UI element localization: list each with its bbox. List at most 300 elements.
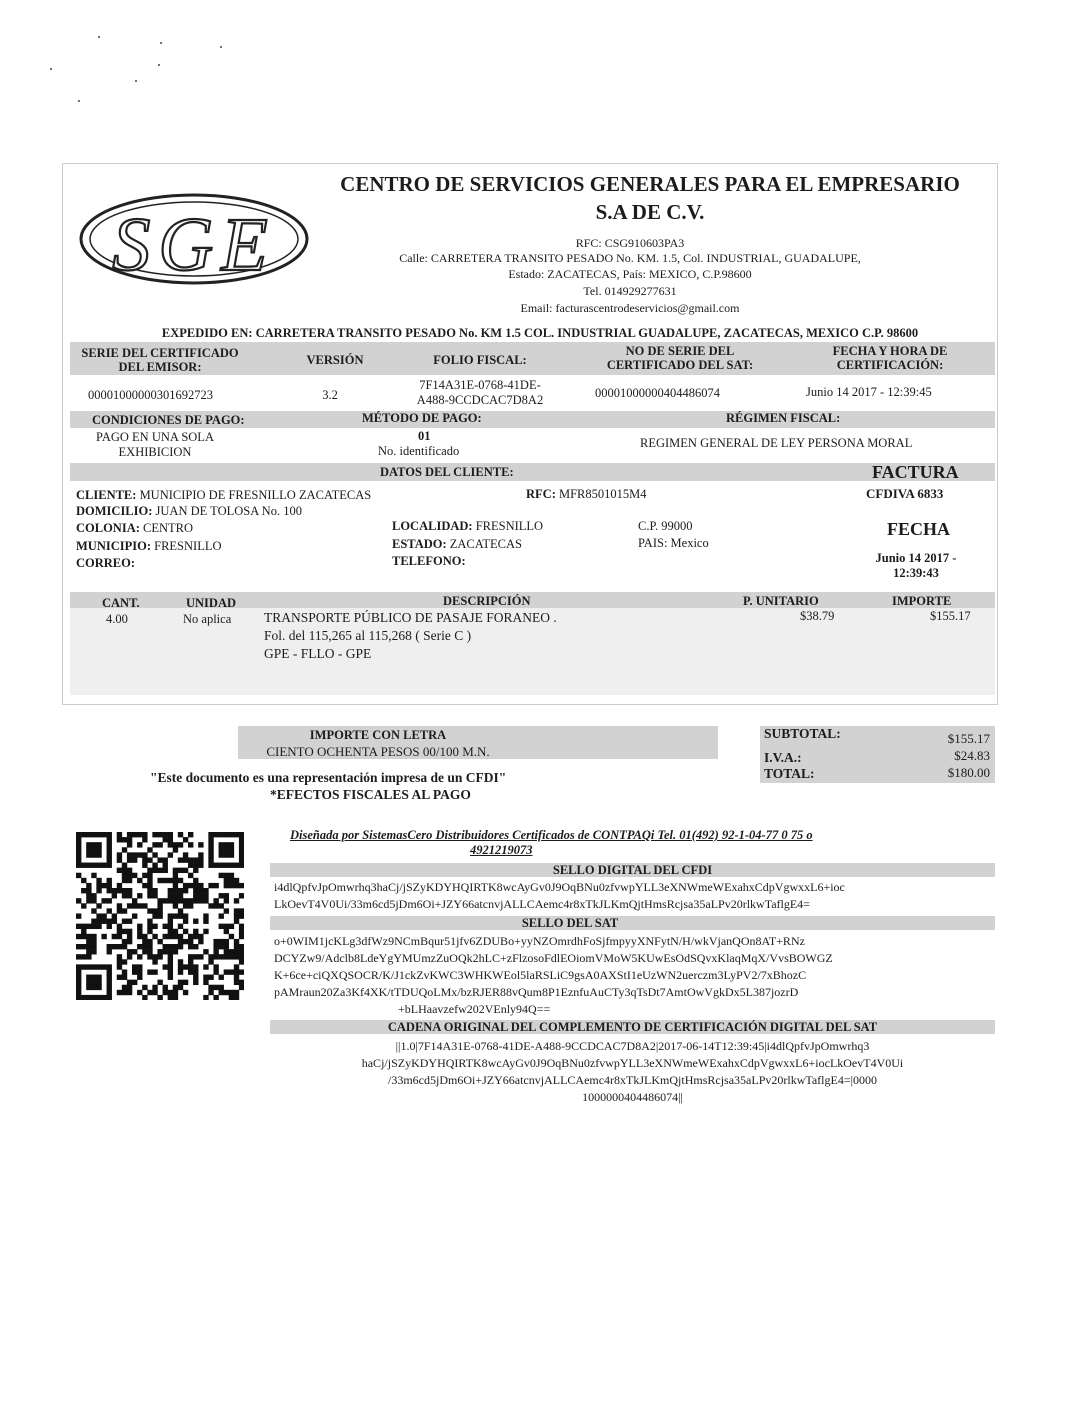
qr-module (117, 990, 122, 995)
qr-module (224, 944, 229, 949)
qr-module (147, 857, 152, 862)
qr-module (81, 878, 86, 883)
company-phone: Tel. 014929277631 (583, 284, 677, 298)
qr-module (229, 949, 234, 954)
qr-module (76, 837, 81, 842)
qr-module (168, 924, 173, 929)
qr-module (213, 954, 218, 959)
qr-module (157, 954, 162, 959)
qr-module (157, 939, 162, 944)
qr-module (178, 868, 183, 873)
qr-module (239, 944, 244, 949)
qr-module (81, 954, 86, 959)
qr-module (157, 903, 162, 908)
qr-module (198, 934, 203, 939)
qr-module (224, 898, 229, 903)
qr-module (117, 832, 122, 837)
qr-module (91, 949, 96, 954)
qr-module (76, 980, 81, 985)
qr-module (219, 903, 224, 908)
qr-module (127, 903, 132, 908)
qr-module (183, 929, 188, 934)
qr-module (157, 949, 162, 954)
qr-module (193, 969, 198, 974)
qr-module (239, 837, 244, 842)
invoice-date-label: FECHA (887, 519, 950, 539)
qr-module (81, 995, 86, 1000)
qr-module (168, 898, 173, 903)
qr-module (117, 975, 122, 980)
qr-module (86, 893, 91, 898)
cert-sat-header: NO DE SERIE DEL CERTIFICADO DEL SAT: (606, 344, 754, 372)
qr-module (127, 954, 132, 959)
qr-module (168, 949, 173, 954)
items-amount-header: IMPORTE (892, 594, 952, 608)
qr-module (173, 913, 178, 918)
amount-in-words-label: IMPORTE CON LETRA (309, 728, 447, 742)
total-value: $180.00 (947, 765, 990, 780)
qr-module (173, 990, 178, 995)
qr-module (86, 939, 91, 944)
qr-module (183, 852, 188, 857)
qr-module (107, 908, 112, 913)
qr-module (122, 908, 127, 913)
qr-module (168, 837, 173, 842)
qr-module (132, 980, 137, 985)
qr-module (76, 857, 81, 862)
qr-module (229, 934, 234, 939)
item-amount: $155.17 (930, 609, 971, 623)
qr-module (147, 944, 152, 949)
qr-module (122, 959, 127, 964)
qr-module (107, 863, 112, 868)
qr-module (157, 857, 162, 862)
qr-module (193, 893, 198, 898)
qr-module (163, 832, 168, 837)
qr-module (224, 863, 229, 868)
qr-module (107, 857, 112, 862)
qr-module (86, 985, 91, 990)
qr-module (101, 863, 106, 868)
qr-module (183, 939, 188, 944)
invoice-date: Junio 14 2017 - 12:39:43 (875, 551, 957, 580)
qr-module (147, 908, 152, 913)
qr-module (137, 944, 142, 949)
qr-module (163, 934, 168, 939)
qr-module (76, 954, 81, 959)
qr-module (142, 985, 147, 990)
item-unit-price: $38.79 (800, 609, 835, 623)
qr-module (213, 969, 218, 974)
qr-module (152, 852, 157, 857)
items-unit-price-header: P. UNITARIO (743, 594, 819, 608)
qr-module (163, 878, 168, 883)
qr-module (178, 934, 183, 939)
qr-module (101, 898, 106, 903)
scan-speck (220, 46, 222, 48)
qr-module (234, 878, 239, 883)
qr-module (208, 863, 213, 868)
qr-module (142, 903, 147, 908)
qr-module (122, 969, 127, 974)
qr-module (168, 995, 173, 1000)
qr-module (224, 873, 229, 878)
qr-module (163, 863, 168, 868)
qr-module (173, 847, 178, 852)
qr-module (86, 954, 91, 959)
cert-serie: 00001000000301692723 (88, 388, 213, 402)
client-zip: C.P. 99000 (638, 519, 693, 533)
qr-module (96, 883, 101, 888)
client-header: DATOS DEL CLIENTE: (380, 465, 514, 479)
qr-module (132, 949, 137, 954)
qr-module (142, 852, 147, 857)
qr-module (76, 964, 81, 969)
qr-module (91, 919, 96, 924)
qr-module (168, 832, 173, 837)
qr-module (127, 934, 132, 939)
qr-module (229, 878, 234, 883)
qr-module (91, 939, 96, 944)
qr-module (137, 903, 142, 908)
qr-module (107, 847, 112, 852)
qr-module (234, 832, 239, 837)
qr-module (219, 924, 224, 929)
qr-module (132, 903, 137, 908)
qr-module (239, 924, 244, 929)
qr-module (219, 863, 224, 868)
qr-module (163, 898, 168, 903)
invoice-number: CFDIVA 6833 (866, 486, 944, 501)
qr-module (163, 944, 168, 949)
qr-module (234, 908, 239, 913)
qr-module (107, 898, 112, 903)
qr-module (239, 913, 244, 918)
qr-module (96, 913, 101, 918)
qr-module (152, 888, 157, 893)
iva-label: I.V.A.: (764, 750, 802, 765)
qr-module (198, 863, 203, 868)
qr-module (142, 837, 147, 842)
qr-module (147, 868, 152, 873)
qr-module (198, 954, 203, 959)
qr-module (122, 975, 127, 980)
qr-module (234, 954, 239, 959)
qr-module (147, 919, 152, 924)
qr-module (112, 934, 117, 939)
qr-module (152, 969, 157, 974)
scan-speck (158, 64, 160, 66)
qr-module (76, 975, 81, 980)
qr-module (112, 919, 117, 924)
qr-module (117, 883, 122, 888)
qr-module (173, 868, 178, 873)
qr-module (122, 985, 127, 990)
qr-module (107, 990, 112, 995)
qr-module (122, 878, 127, 883)
qr-module (213, 863, 218, 868)
qr-module (178, 908, 183, 913)
qr-module (107, 878, 112, 883)
qr-module (101, 964, 106, 969)
qr-module (107, 832, 112, 837)
qr-module (168, 990, 173, 995)
qr-module (91, 873, 96, 878)
qr-module (122, 888, 127, 893)
qr-module (147, 939, 152, 944)
qr-module (203, 975, 208, 980)
qr-module (137, 969, 142, 974)
qr-module (152, 985, 157, 990)
client-phone-label: TELEFONO: (392, 554, 466, 568)
scan-speck (135, 80, 137, 82)
qr-module (168, 964, 173, 969)
payment-method-header: MÉTODO DE PAGO: (362, 411, 482, 425)
qr-module (152, 959, 157, 964)
qr-module (81, 903, 86, 908)
cert-fecha-header: FECHA Y HORA DE CERTIFICACIÓN: (832, 344, 948, 372)
qr-module (96, 878, 101, 883)
qr-module (239, 985, 244, 990)
qr-module (81, 929, 86, 934)
qr-module (213, 832, 218, 837)
qr-module (193, 964, 198, 969)
item-qty: 4.00 (106, 612, 128, 626)
qr-module (173, 898, 178, 903)
qr-module (117, 852, 122, 857)
qr-module (173, 929, 178, 934)
qr-module (213, 944, 218, 949)
qr-module (157, 898, 162, 903)
qr-module (127, 949, 132, 954)
qr-module (101, 995, 106, 1000)
qr-module (96, 847, 101, 852)
qr-module (188, 883, 193, 888)
qr-module (239, 929, 244, 934)
qr-module (219, 954, 224, 959)
qr-module (198, 842, 203, 847)
qr-module (122, 863, 127, 868)
qr-module (173, 883, 178, 888)
qr-module (203, 888, 208, 893)
qr-module (208, 837, 213, 842)
qr-module (107, 949, 112, 954)
qr-module (203, 913, 208, 918)
qr-module (107, 888, 112, 893)
qr-module (91, 893, 96, 898)
qr-module (91, 847, 96, 852)
qr-module (96, 919, 101, 924)
qr-module (157, 868, 162, 873)
scan-speck (50, 68, 52, 70)
qr-module (96, 903, 101, 908)
qr-module (142, 857, 147, 862)
qr-module (107, 985, 112, 990)
qr-module (178, 985, 183, 990)
fiscal-effects-note: *EFECTOS FISCALES AL PAGO (270, 787, 471, 802)
qr-module (96, 888, 101, 893)
qr-module (224, 878, 229, 883)
chain-label: CADENA ORIGINAL DEL COMPLEMENTO DE CERTIFICACIÓN DIGITAL DEL SAT (387, 1020, 878, 1034)
qr-module (86, 944, 91, 949)
qr-module (224, 842, 229, 847)
qr-module (234, 969, 239, 974)
qr-module (117, 868, 122, 873)
qr-module (101, 934, 106, 939)
qr-module (178, 893, 183, 898)
qr-module (91, 924, 96, 929)
qr-module (107, 883, 112, 888)
qr-module (132, 969, 137, 974)
qr-module (229, 842, 234, 847)
qr-module (76, 898, 81, 903)
qr-module (142, 863, 147, 868)
qr-module (208, 985, 213, 990)
qr-module (173, 893, 178, 898)
qr-module (173, 985, 178, 990)
qr-module (188, 863, 193, 868)
qr-module (91, 964, 96, 969)
iva-value: $24.83 (954, 748, 990, 763)
cfdi-seal-label: SELLO DIGITAL DEL CFDI (552, 863, 713, 877)
qr-module (239, 893, 244, 898)
qr-module (137, 924, 142, 929)
qr-module (86, 964, 91, 969)
client-rfc-row: RFC: MFR8501015M4 (526, 487, 647, 501)
qr-module (229, 954, 234, 959)
qr-module (224, 893, 229, 898)
qr-module (76, 852, 81, 857)
qr-module (137, 975, 142, 980)
qr-module (229, 924, 234, 929)
payment-conditions: PAGO EN UNA SOLA EXHIBICION (96, 430, 214, 459)
qr-module (183, 868, 188, 873)
qr-module (142, 934, 147, 939)
qr-module (91, 863, 96, 868)
qr-module (142, 949, 147, 954)
client-municipio-row: MUNICIPIO: FRESNILLO (76, 539, 222, 553)
qr-module (224, 924, 229, 929)
qr-module (152, 868, 157, 873)
qr-module (188, 903, 193, 908)
qr-module (208, 832, 213, 837)
qr-module (76, 934, 81, 939)
qr-module (229, 863, 234, 868)
scan-speck (160, 42, 162, 44)
qr-module (117, 837, 122, 842)
qr-module (188, 969, 193, 974)
qr-module (107, 842, 112, 847)
qr-module (117, 944, 122, 949)
qr-module (107, 964, 112, 969)
qr-module (168, 842, 173, 847)
qr-module (127, 842, 132, 847)
client-locality-row: LOCALIDAD: FRESNILLO (392, 519, 544, 533)
qr-module (229, 873, 234, 878)
qr-module (122, 990, 127, 995)
qr-module (132, 913, 137, 918)
qr-module (234, 919, 239, 924)
qr-module (152, 908, 157, 913)
qr-module (91, 995, 96, 1000)
client-state-row: ESTADO: ZACATECAS (392, 537, 522, 551)
qr-module (229, 995, 234, 1000)
qr-module (152, 842, 157, 847)
item-unit: No aplica (183, 612, 232, 626)
qr-module (173, 878, 178, 883)
cert-version-header: VERSIÓN (306, 353, 364, 367)
qr-module (76, 944, 81, 949)
qr-module (203, 898, 208, 903)
qr-module (127, 868, 132, 873)
client-name-row: CLIENTE: MUNICIPIO DE FRESNILLO ZACATECAS (76, 488, 372, 502)
qr-module (229, 847, 234, 852)
qr-module (137, 964, 142, 969)
qr-module (152, 954, 157, 959)
company-rfc: RFC: CSG910603PA3 (575, 236, 685, 250)
qr-module (147, 929, 152, 934)
qr-module (173, 903, 178, 908)
company-name-suffix: S.A DE C.V. (595, 200, 705, 224)
qr-module (91, 980, 96, 985)
qr-module (203, 919, 208, 924)
qr-module (127, 888, 132, 893)
qr-module (198, 898, 203, 903)
cert-sat-serial: 00001000000404486074 (595, 386, 720, 400)
qr-module (183, 919, 188, 924)
qr-module (229, 969, 234, 974)
qr-module (168, 975, 173, 980)
qr-module (203, 893, 208, 898)
qr-module (112, 893, 117, 898)
issued-at: EXPEDIDO EN: CARRETERA TRANSITO PESADO No. KM 1.5 COL. INDUSTRIAL GUADALUPE, ZACATECAS, MEXICO C.P. 98600 (161, 326, 919, 340)
qr-module (198, 852, 203, 857)
qr-module (188, 857, 193, 862)
original-chain: ||1.0|7F14A31E-0768-41DE-A488-9CCDCAC7D8A2|2017-06-14T12:39:45|i4dlQpfvJpOmwrhq3 haCj/jSZyKDYHQIRTK8wcAyGv0J9OqBNu0zfvwpYLL3eXNWmeWExahxCdpVgwxxL6+iocLkOevT4V0Ui /33m6cd5jDm6Oi+JZY66atcnvjALLCAemc4r8xTkJLKmQjtHmsRcjsa35aLPv20rlkwTaflgE4=|0000 1000000404486074|| (361, 1039, 904, 1104)
qr-module (157, 995, 162, 1000)
qr-module (96, 980, 101, 985)
cert-folio-header: FOLIO FISCAL: (433, 353, 527, 367)
qr-module (234, 883, 239, 888)
qr-module (132, 832, 137, 837)
qr-module (91, 944, 96, 949)
qr-module (168, 969, 173, 974)
qr-module (213, 964, 218, 969)
qr-module (152, 893, 157, 898)
qr-module (234, 898, 239, 903)
qr-module (178, 888, 183, 893)
qr-module (224, 847, 229, 852)
qr-module (234, 990, 239, 995)
sat-seal-label: SELLO DEL SAT (521, 916, 619, 930)
qr-module (163, 949, 168, 954)
qr-module (193, 888, 198, 893)
qr-module (173, 949, 178, 954)
qr-module (91, 852, 96, 857)
qr-module (81, 863, 86, 868)
qr-module (122, 847, 127, 852)
qr-module (183, 888, 188, 893)
qr-module (213, 995, 218, 1000)
qr-module (137, 832, 142, 837)
qr-module (76, 969, 81, 974)
qr-module (137, 934, 142, 939)
qr-module (239, 969, 244, 974)
qr-module (127, 919, 132, 924)
qr-module (219, 985, 224, 990)
qr-module (234, 913, 239, 918)
qr-module (198, 857, 203, 862)
